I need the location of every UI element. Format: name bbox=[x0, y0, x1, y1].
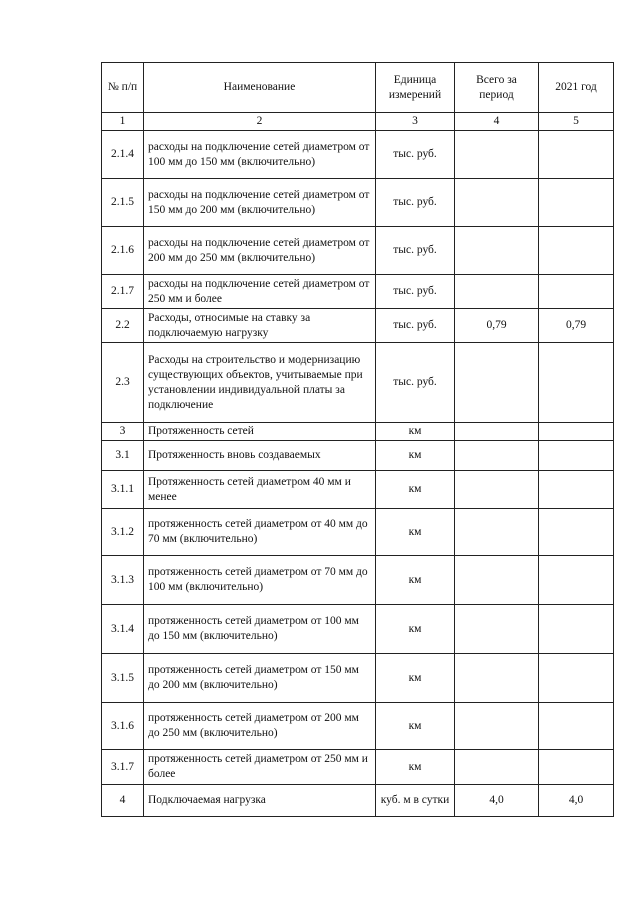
column-number: 4 bbox=[455, 113, 539, 131]
row-year bbox=[539, 441, 614, 471]
table-row bbox=[102, 785, 614, 817]
data-table bbox=[101, 62, 614, 817]
column-number: 5 bbox=[539, 113, 614, 131]
row-year bbox=[539, 605, 614, 654]
row-unit: км bbox=[376, 441, 455, 471]
table-row bbox=[102, 654, 614, 703]
row-name: расходы на подключение сетей диаметром от 200 мм до 250 мм (включительно) bbox=[144, 227, 376, 275]
row-num: 3.1.7 bbox=[102, 750, 144, 785]
row-unit: куб. м в сутки bbox=[376, 785, 455, 817]
column-number: 2 bbox=[144, 113, 376, 131]
table-row bbox=[102, 509, 614, 556]
row-year bbox=[539, 227, 614, 275]
row-unit: км bbox=[376, 654, 455, 703]
row-num: 3.1.2 bbox=[102, 509, 144, 556]
row-total bbox=[455, 509, 539, 556]
row-num: 2.3 bbox=[102, 343, 144, 423]
table-row bbox=[102, 275, 614, 309]
row-total bbox=[455, 423, 539, 441]
row-total bbox=[455, 605, 539, 654]
row-num: 3 bbox=[102, 423, 144, 441]
row-year bbox=[539, 654, 614, 703]
row-year bbox=[539, 750, 614, 785]
table-row bbox=[102, 556, 614, 605]
column-number: 3 bbox=[376, 113, 455, 131]
row-year bbox=[539, 343, 614, 423]
header-num: № п/п bbox=[102, 63, 144, 113]
row-total bbox=[455, 275, 539, 309]
row-year bbox=[539, 131, 614, 179]
row-unit: тыс. руб. bbox=[376, 131, 455, 179]
row-total bbox=[455, 227, 539, 275]
table-row bbox=[102, 227, 614, 275]
row-total bbox=[455, 703, 539, 750]
row-unit: тыс. руб. bbox=[376, 309, 455, 343]
row-year bbox=[539, 703, 614, 750]
row-total bbox=[455, 131, 539, 179]
row-total bbox=[455, 441, 539, 471]
row-name: протяженность сетей диаметром от 70 мм до 100 мм (включительно) bbox=[144, 556, 376, 605]
row-year: 4,0 bbox=[539, 785, 614, 817]
table-row bbox=[102, 750, 614, 785]
row-name: расходы на подключение сетей диаметром от 100 мм до 150 мм (включительно) bbox=[144, 131, 376, 179]
row-total bbox=[455, 471, 539, 509]
header-name: Наименование bbox=[144, 63, 376, 113]
row-name: Протяженность сетей bbox=[144, 423, 376, 441]
row-total bbox=[455, 654, 539, 703]
row-num: 2.2 bbox=[102, 309, 144, 343]
table-row bbox=[102, 179, 614, 227]
table-row bbox=[102, 703, 614, 750]
row-unit: км bbox=[376, 703, 455, 750]
row-year bbox=[539, 556, 614, 605]
row-total bbox=[455, 750, 539, 785]
row-name: Протяженность вновь создаваемых bbox=[144, 441, 376, 471]
row-year bbox=[539, 423, 614, 441]
row-total: 0,79 bbox=[455, 309, 539, 343]
table-row bbox=[102, 423, 614, 441]
header-year: 2021 год bbox=[539, 63, 614, 113]
row-num: 3.1.3 bbox=[102, 556, 144, 605]
row-name: Расходы, относимые на ставку за подключаемую нагрузку bbox=[144, 309, 376, 343]
row-name: протяженность сетей диаметром от 250 мм и более bbox=[144, 750, 376, 785]
row-num: 3.1.5 bbox=[102, 654, 144, 703]
row-name: протяженность сетей диаметром от 40 мм до 70 мм (включительно) bbox=[144, 509, 376, 556]
row-total bbox=[455, 179, 539, 227]
row-name: протяженность сетей диаметром от 200 мм до 250 мм (включительно) bbox=[144, 703, 376, 750]
row-num: 3.1.6 bbox=[102, 703, 144, 750]
row-num: 2.1.4 bbox=[102, 131, 144, 179]
row-unit: тыс. руб. bbox=[376, 343, 455, 423]
row-unit: тыс. руб. bbox=[376, 227, 455, 275]
row-year bbox=[539, 275, 614, 309]
table-row bbox=[102, 471, 614, 509]
table-row bbox=[102, 605, 614, 654]
table-row bbox=[102, 343, 614, 423]
row-name: расходы на подключение сетей диаметром от 150 мм до 200 мм (включительно) bbox=[144, 179, 376, 227]
row-year bbox=[539, 509, 614, 556]
header-row bbox=[102, 63, 614, 113]
row-unit: тыс. руб. bbox=[376, 275, 455, 309]
header-total: Всего за период bbox=[455, 63, 539, 113]
row-year bbox=[539, 471, 614, 509]
row-year bbox=[539, 179, 614, 227]
row-name: протяженность сетей диаметром от 150 мм до 200 мм (включительно) bbox=[144, 654, 376, 703]
column-number-row bbox=[102, 113, 614, 131]
table-row bbox=[102, 131, 614, 179]
row-name: Протяженность сетей диаметром 40 мм и менее bbox=[144, 471, 376, 509]
header-unit: Единица измерений bbox=[376, 63, 455, 113]
row-name: Подключаемая нагрузка bbox=[144, 785, 376, 817]
row-num: 2.1.7 bbox=[102, 275, 144, 309]
row-unit: км bbox=[376, 750, 455, 785]
table-row bbox=[102, 441, 614, 471]
table-row bbox=[102, 309, 614, 343]
row-unit: тыс. руб. bbox=[376, 179, 455, 227]
row-unit: км bbox=[376, 423, 455, 441]
row-unit: км bbox=[376, 471, 455, 509]
row-total bbox=[455, 556, 539, 605]
row-unit: км bbox=[376, 605, 455, 654]
column-number: 1 bbox=[102, 113, 144, 131]
row-num: 4 bbox=[102, 785, 144, 817]
row-num: 3.1.1 bbox=[102, 471, 144, 509]
row-num: 3.1.4 bbox=[102, 605, 144, 654]
row-name: протяженность сетей диаметром от 100 мм до 150 мм (включительно) bbox=[144, 605, 376, 654]
row-year: 0,79 bbox=[539, 309, 614, 343]
row-total bbox=[455, 343, 539, 423]
row-num: 2.1.6 bbox=[102, 227, 144, 275]
row-name: Расходы на строительство и модернизацию существующих объектов, учитываемые при установлении индивидуальной платы за подключение bbox=[144, 343, 376, 423]
row-unit: км bbox=[376, 556, 455, 605]
row-num: 3.1 bbox=[102, 441, 144, 471]
row-name: расходы на подключение сетей диаметром от 250 мм и более bbox=[144, 275, 376, 309]
row-num: 2.1.5 bbox=[102, 179, 144, 227]
row-total: 4,0 bbox=[455, 785, 539, 817]
row-unit: км bbox=[376, 509, 455, 556]
